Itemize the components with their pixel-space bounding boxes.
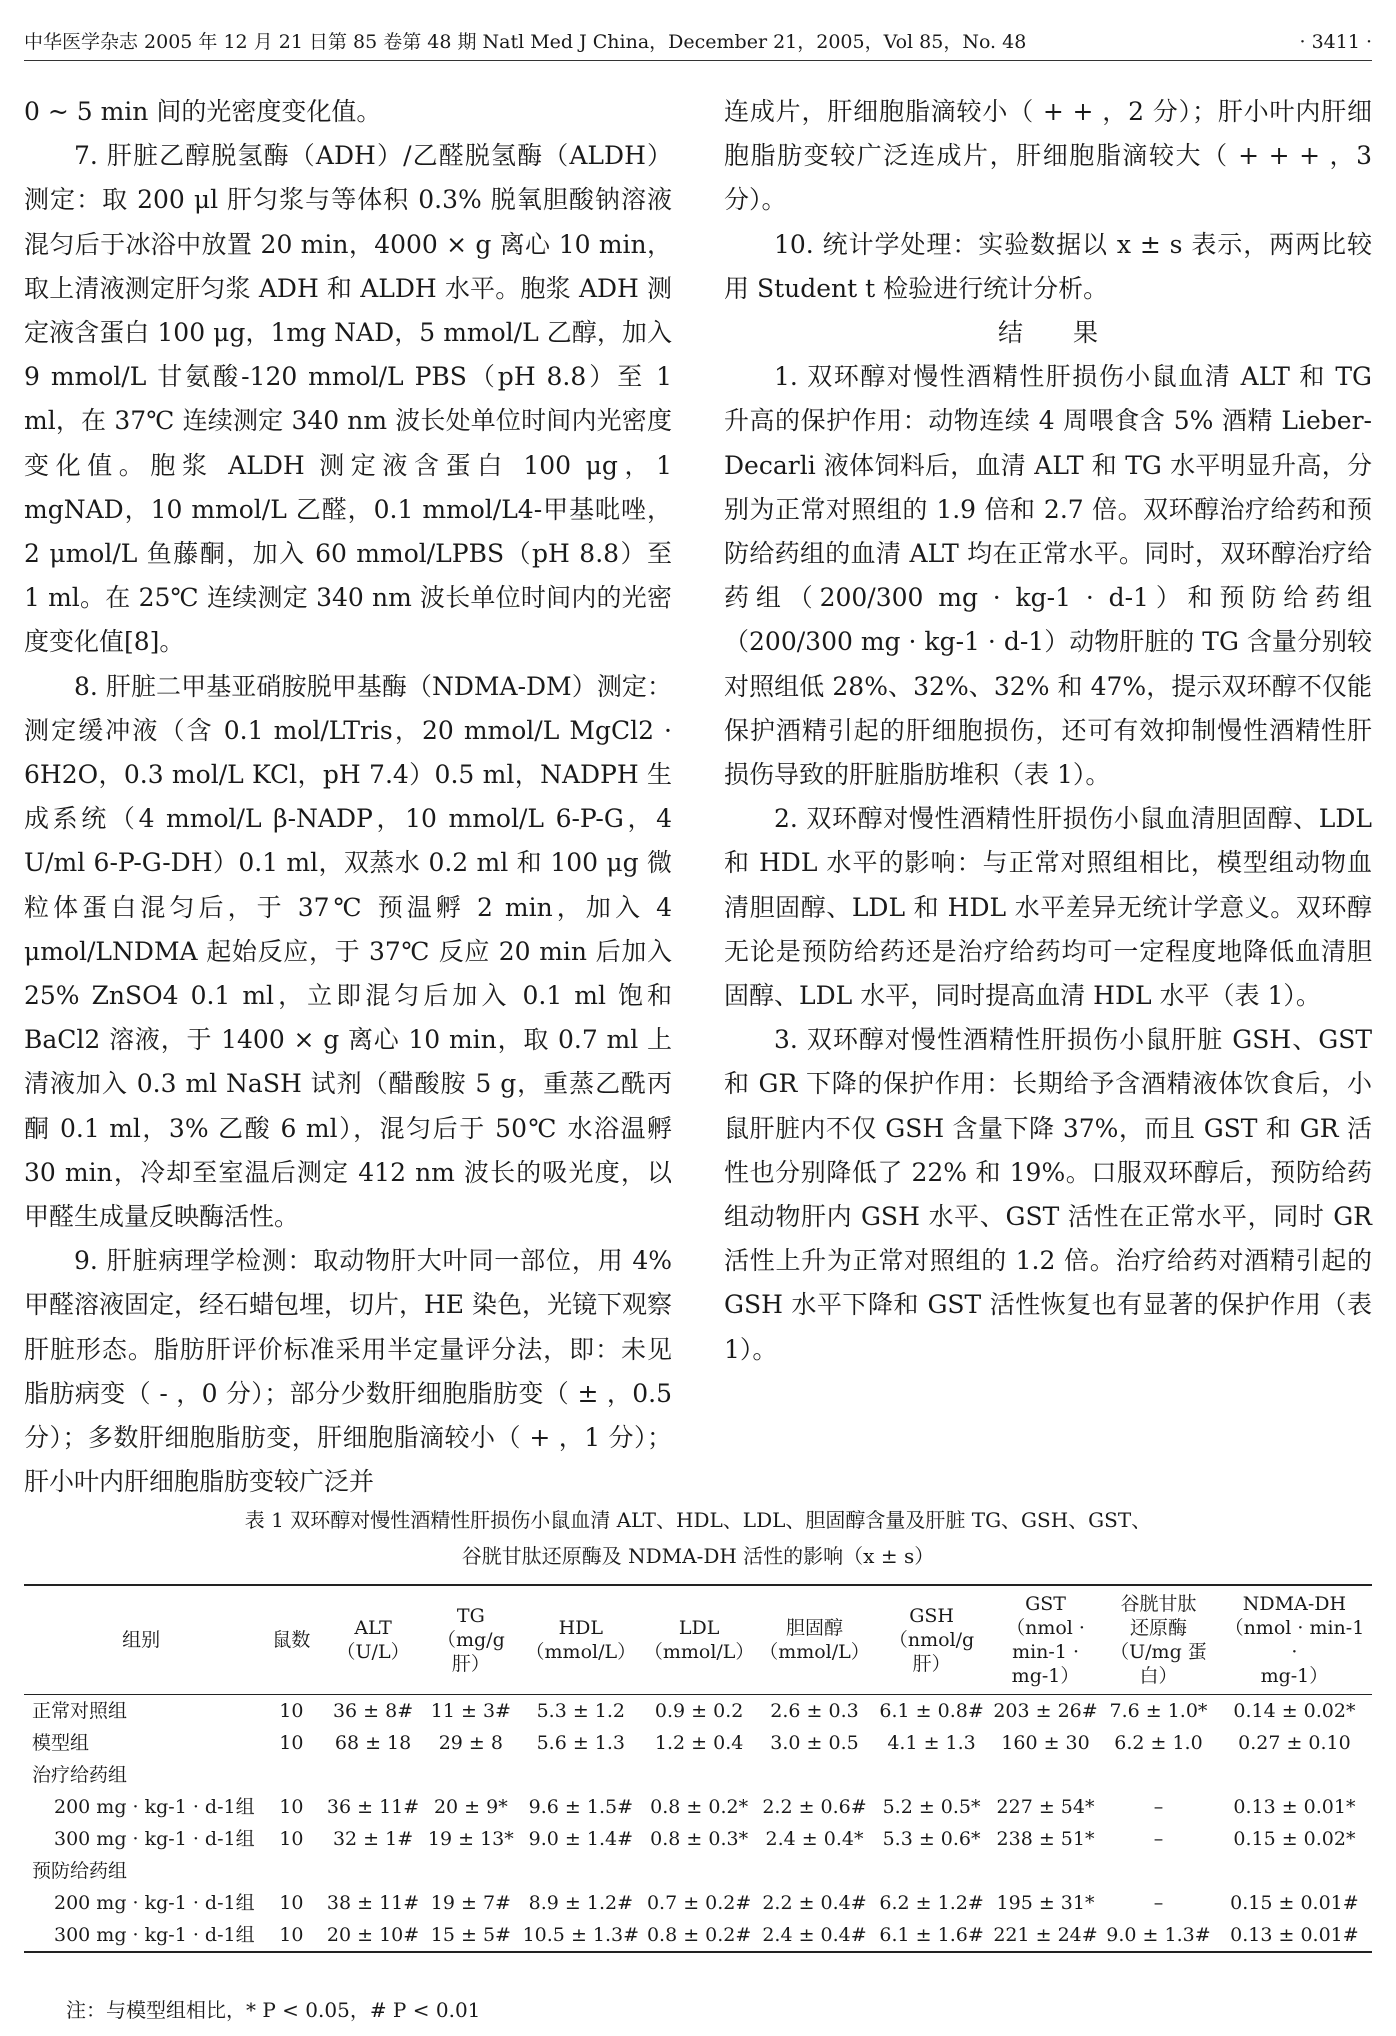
table-cell: 20 ± 10#: [325, 1919, 422, 1952]
table-cell: 36 ± 8#: [332, 1700, 414, 1722]
column-header-line: （mmol/L）: [643, 1641, 755, 1663]
column-header: [1100, 1585, 1217, 1695]
table-cell: –: [1153, 1892, 1164, 1914]
table-cell: 9.0 ± 1.4#: [528, 1828, 633, 1850]
table-row: [24, 1919, 1372, 1952]
column-header-line: GSH: [909, 1605, 954, 1627]
table-cell: 32 ± 1#: [332, 1828, 414, 1850]
column-header-line: HDL: [558, 1617, 604, 1639]
column-header: [258, 1585, 324, 1695]
table-cell: 5.3 ± 0.6*: [882, 1828, 981, 1850]
table-caption: [60, 1502, 1336, 1574]
column-header-line: （mmol/L）: [759, 1641, 870, 1663]
left-column: [24, 90, 672, 1505]
page-number: · 3411 ·: [1299, 31, 1372, 53]
paragraph: 1. 双环醇对慢性酒精性肝损伤小鼠血清 ALT 和 TG 升高的保护作用：动物连续 4 周喂食含 5% 酒精 Lieber-Decarli 液体饲料后，血清 ALT 和 TG 水平明显升高，分别为正常对照组的 1.9 倍和 2.7 倍。双环醇治疗给药和预防给药组的血清 ALT 均在正常水平。同时，双环醇治疗给药组（200/300 mg · kg-1 · d-1）和预防给药组（200/300 mg · kg-1 · d-1）动物肝脏的 TG 含量分别较对照组低 28%、32%、32% 和 47%，提示双环醇不仅能保护酒精引起的肝细胞损伤，还可有效抑制慢性酒精性肝损伤导致的肝脏脂肪堆积（表 1）。: [724, 362, 1372, 790]
table-group-row: [24, 1759, 1372, 1791]
group-label: 治疗给药组: [32, 1764, 128, 1786]
row-label: 正常对照组: [32, 1700, 128, 1722]
table-header: [24, 1585, 1372, 1695]
table-caption-line: 谷胱甘肽还原酶及 NDMA-DH 活性的影响（x ± s）: [461, 1544, 935, 1568]
table-cell: 10: [279, 1892, 304, 1914]
row-label: 200 mg · kg-1 · d-1组: [54, 1796, 255, 1818]
column-header-line: 胆固醇: [785, 1617, 843, 1639]
table-cell: 227 ± 54*: [996, 1796, 1095, 1818]
table-cell: 6.1 ± 0.8#: [879, 1700, 984, 1722]
table-cell: 20 ± 9*: [433, 1796, 508, 1818]
table-cell: 6.2 ± 1.0: [1114, 1732, 1203, 1754]
column-header-line: LDL: [678, 1617, 720, 1639]
column-header: [757, 1585, 872, 1695]
table-cell: 11 ± 3#: [430, 1700, 511, 1722]
row-label: 300 mg · kg-1 · d-1组: [54, 1828, 255, 1850]
table-cell: –: [1153, 1828, 1164, 1850]
table-body: [24, 1695, 1372, 1953]
column-header-line: 还原酶: [1129, 1617, 1187, 1639]
table-header-row: [24, 1585, 1372, 1695]
column-header: [872, 1585, 991, 1695]
table-cell: 0.7 ± 0.2#: [646, 1892, 752, 1914]
table-row: [24, 1791, 1372, 1823]
paragraph: 3. 双环醇对慢性酒精性肝损伤小鼠肝脏 GSH、GST 和 GR 下降的保护作用：长期给予含酒精液体饮食后，小鼠肝脏内不仅 GSH 含量下降 37%，而且 GST 和 GR 活性也分别降低了 22% 和 19%。口服双环醇后，预防给药组动物肝内 GSH 水平、GST 活性在正常水平，同时 GR 活性上升为正常对照组的 1.2 倍。治疗给药对酒精引起的 GSH 水平下降和 GST 活性恢复也有显著的保护作用（表 1）。: [724, 1025, 1372, 1364]
section-heading: 结果: [997, 318, 1148, 348]
table-cell: 10: [258, 1919, 324, 1952]
journal-citation: 中华医学杂志 2005 年 12 月 21 日第 85 卷第 48 期 Natl Med J China，December 21，2005，Vol 85，No. 48: [24, 31, 1027, 53]
column-header-line: 鼠数: [272, 1629, 311, 1651]
table-cell: –: [1153, 1796, 1164, 1818]
table-cell: 0.13 ± 0.01*: [1233, 1796, 1356, 1818]
table-cell: 68 ± 18: [334, 1732, 412, 1754]
column-header-line: （U/L）: [336, 1641, 410, 1663]
paragraph: 2. 双环醇对慢性酒精性肝损伤小鼠血清胆固醇、LDL 和 HDL 水平的影响：与正常对照组相比，模型组动物血清胆固醇、LDL 和 HDL 水平差异无统计学意义。双环醇无论是预防给药还是治疗给药均可一定程度地降低血清胆固醇、LDL 水平，同时提高血清 HDL 水平（表 1）。: [724, 804, 1372, 1011]
table-row: [24, 1727, 1372, 1759]
table-cell: 6.2 ± 1.2#: [879, 1892, 984, 1914]
table-cell: 0.8 ± 0.2#: [641, 1919, 756, 1952]
table-cell: 0.13 ± 0.01#: [1217, 1919, 1372, 1952]
table-cell: 2.6 ± 0.3: [770, 1700, 859, 1722]
table-row: [24, 1695, 1372, 1728]
row-label: 300 mg · kg-1 · d-1组: [24, 1919, 258, 1952]
column-header: [1217, 1585, 1372, 1695]
column-header-line: 谷胱甘肽: [1120, 1593, 1197, 1615]
column-header-line: （mg/g 肝）: [436, 1629, 505, 1675]
table-cell: 238 ± 51*: [996, 1828, 1095, 1850]
table-cell: 10: [279, 1796, 304, 1818]
running-header: [24, 28, 1372, 56]
column-header-line: （nmol/g 肝）: [888, 1629, 975, 1675]
paragraph: 连成片，肝细胞脂滴较小（ + + ，2 分）；肝小叶内肝细胞脂肪变较广泛连成片，肝细胞脂滴较大（ + + + ，3 分）。: [724, 97, 1372, 215]
header-rule: [24, 60, 1372, 61]
table-footnote: 注：与模型组相比，* P < 0.05，# P < 0.01: [66, 1998, 481, 2022]
table-cell: 9.6 ± 1.5#: [528, 1796, 633, 1818]
table-cell: 10: [279, 1732, 304, 1754]
table-cell: 0.15 ± 0.01#: [1230, 1892, 1359, 1914]
table-cell: 29 ± 8: [438, 1732, 503, 1754]
table-cell: 221 ± 24#: [991, 1919, 1100, 1952]
table-cell: 0.8 ± 0.2*: [650, 1796, 749, 1818]
paragraph: 8. 肝脏二甲基亚硝胺脱甲基酶（NDMA-DM）测定：测定缓冲液（含 0.1 mol/LTris，20 mmol/L MgCl2 · 6H2O，0.3 mol/L KCl，pH 7.4）0.5 ml，NADPH 生成系统（4 mmol/L β-NADP，10 mmol/L 6-P-G，4 U/ml 6-P-G-DH）0.1 ml，双蒸水 0.2 ml 和 100 μg 微粒体蛋白混匀后，于 37℃ 预温孵 2 min，加入 4 μmol/LNDMA 起始反应，于 37℃ 反应 20 min 后加入 25% ZnSO4 0.1 ml，立即混匀后加入 0.1 ml 饱和 BaCl2 溶液，于 1400 × g 离心 10 min，取 0.7 ml 上清液加入 0.3 ml NaSH 试剂（醋酸胺 5 g，重蒸乙酰丙酮 0.1 ml，3% 乙酸 6 ml），混匀后于 50℃ 水浴温孵 30 min，冷却至室温后测定 412 nm 波长的吸光度，以甲醛生成量反映酶活性。: [24, 671, 672, 1232]
table-cell: 5.2 ± 0.5*: [882, 1796, 981, 1818]
table-cell: 10: [279, 1828, 304, 1850]
table-cell: 2.4 ± 0.4*: [765, 1828, 864, 1850]
column-header-line: （nmol · min-1 ·: [1224, 1617, 1365, 1663]
paragraph: 9. 肝脏病理学检测：取动物肝大叶同一部位，用 4% 甲醛溶液固定，经石蜡包埋，切片，HE 染色，光镜下观察肝脏形态。脂肪肝评价标准采用半定量评分法，即：未见脂肪病变（ - ，0 分）；部分少数肝细胞脂肪变（ ± ，0.5 分）；多数肝细胞脂肪变，肝细胞脂滴较小（ + ，1 分）；肝小叶内肝细胞脂肪变较广泛并: [24, 1246, 673, 1497]
column-header-line: （mmol/L）: [525, 1641, 637, 1663]
table-cell: 7.6 ± 1.0*: [1109, 1700, 1208, 1722]
column-header-line: 组别: [122, 1629, 161, 1651]
table-cell: 0.14 ± 0.02*: [1233, 1700, 1356, 1722]
table-cell: 195 ± 31*: [996, 1892, 1095, 1914]
table-cell: 8.9 ± 1.2#: [528, 1892, 633, 1914]
column-header: [520, 1585, 641, 1695]
paragraph: 7. 肝脏乙醇脱氢酶（ADH）/乙醛脱氢酶（ALDH）测定：取 200 μl 肝匀浆与等体积 0.3% 脱氧胆酸钠溶液混匀后于冰浴中放置 20 min，4000 × g 离心 10 min，取上清液测定肝匀浆 ADH 和 ALDH 水平。胞浆 ADH 测定液含蛋白 100 μg，1mg NAD，5 mmol/L 乙醇，加入 9 mmol/L 甘氨酸-120 mmol/L PBS（pH 8.8）至 1 ml，在 37℃ 连续测定 340 nm 波长处单位时间内光密度变化值。胞浆 ALDH 测定液含蛋白 100 μg，1 mgNAD，10 mmol/L 乙醛，0.1 mmol/L4-甲基吡唑，2 μmol/L 鱼藤酮，加入 60 mmol/LPBS（pH 8.8）至 1 ml。在 25℃ 连续测定 340 nm 波长单位时间内的光密度变化值[8]。: [24, 141, 672, 657]
table-row: [24, 1823, 1372, 1855]
right-column: [724, 90, 1372, 1372]
row-label: 模型组: [32, 1732, 90, 1754]
table-cell: 0.9 ± 0.2: [654, 1700, 744, 1722]
table-cell: 36 ± 11#: [326, 1796, 420, 1818]
column-header-line: mg-1）: [1011, 1665, 1080, 1687]
row-label: 200 mg · kg-1 · d-1组: [54, 1892, 255, 1914]
column-header-line: mg-1）: [1260, 1665, 1329, 1687]
table-cell: 0.15 ± 0.02*: [1233, 1828, 1356, 1850]
column-header: [422, 1585, 521, 1695]
table-cell: 4.1 ± 1.3: [887, 1732, 976, 1754]
table-cell: 38 ± 11#: [326, 1892, 420, 1914]
paragraph: 10. 统计学处理：实验数据以 x ± s 表示，两两比较用 Student t 检验进行统计分析。: [724, 229, 1372, 303]
column-header: [24, 1585, 258, 1695]
table-cell: 19 ± 7#: [430, 1892, 511, 1914]
table-cell: 1.2 ± 0.4: [654, 1732, 744, 1754]
column-header: [641, 1585, 756, 1695]
table-cell: 10: [279, 1700, 304, 1722]
table-cell: 5.6 ± 1.3: [536, 1732, 626, 1754]
column-header: [991, 1585, 1100, 1695]
column-header-line: NDMA-DH: [1242, 1593, 1347, 1615]
table-cell: 160 ± 30: [1001, 1732, 1090, 1754]
table-cell: 2.4 ± 0.4#: [757, 1919, 872, 1952]
table-cell: 0.8 ± 0.3*: [650, 1828, 749, 1850]
table-cell: 19 ± 13*: [427, 1828, 514, 1850]
column-header-line: min-1 ·: [1012, 1641, 1079, 1663]
table-cell: 203 ± 26#: [993, 1700, 1098, 1722]
column-header-line: GST（nmol ·: [1006, 1593, 1085, 1639]
table-cell: 0.27 ± 0.10: [1238, 1732, 1351, 1754]
table-cell: 9.0 ± 1.3#: [1100, 1919, 1217, 1952]
table-cell: 15 ± 5#: [422, 1919, 521, 1952]
table-group-row: [24, 1855, 1372, 1887]
paragraph: 0 ~ 5 min 间的光密度变化值。: [24, 97, 382, 126]
column-header-line: TG: [456, 1605, 485, 1627]
table-cell: 2.2 ± 0.6#: [762, 1796, 867, 1818]
column-header: [325, 1585, 422, 1695]
column-header-line: ALT: [354, 1617, 392, 1639]
table-caption-line: 表 1 双环醇对慢性酒精性肝损伤小鼠血清 ALT、HDL、LDL、胆固醇含量及肝脏 TG、GSH、GST、: [244, 1508, 1152, 1532]
group-label: 预防给药组: [32, 1860, 128, 1882]
results-table: [24, 1584, 1372, 1953]
table-cell: 2.2 ± 0.4#: [762, 1892, 867, 1914]
table-cell: 5.3 ± 1.2: [536, 1700, 626, 1722]
table-cell: 6.1 ± 1.6#: [872, 1919, 991, 1952]
column-header-line: （U/mg 蛋白）: [1110, 1641, 1207, 1687]
table-cell: 3.0 ± 0.5: [770, 1732, 859, 1754]
table-row: [24, 1887, 1372, 1919]
table-cell: 10.5 ± 1.3#: [520, 1919, 641, 1952]
